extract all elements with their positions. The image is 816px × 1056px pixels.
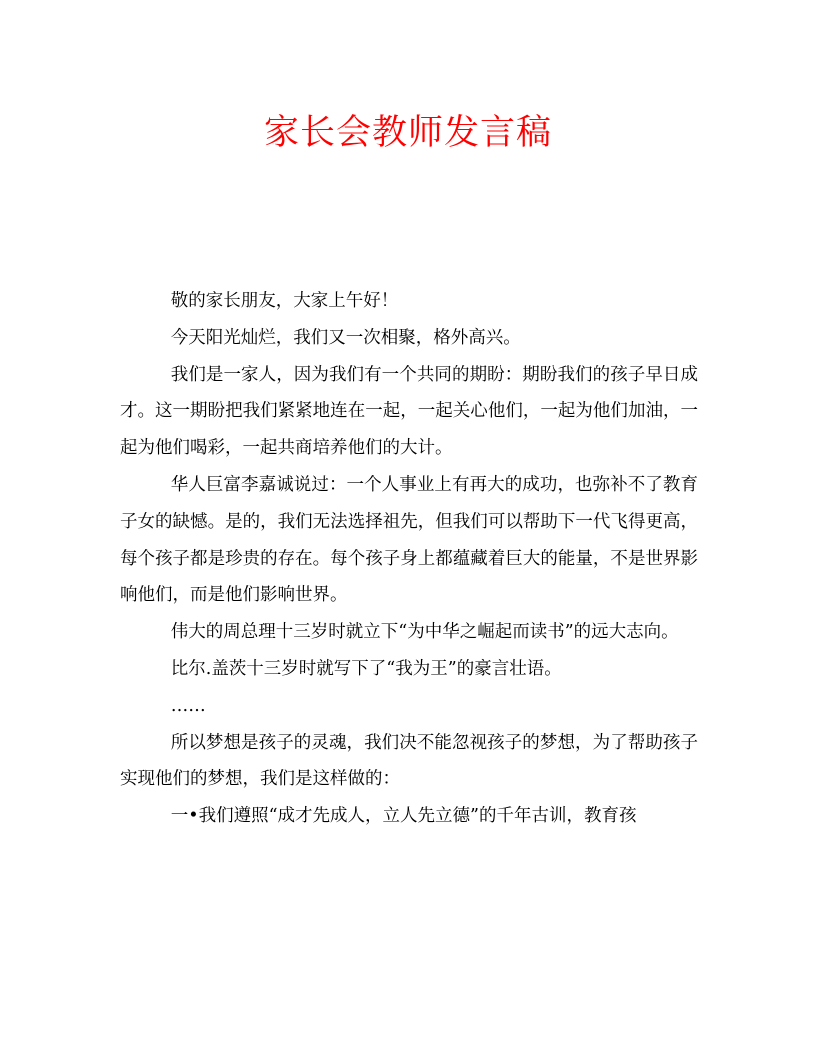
document-title: 家长会教师发言稿 (263, 113, 552, 153)
paragraph-dreams: 所以梦想是孩子的灵魂，我们决不能忽视孩子的梦想，为了帮助孩子实现他们的梦想，我们是这样做的： (120, 732, 698, 790)
paragraph-zhou-enlai: 伟大的周总理十三岁时就立下“为中华之崛起而读书”的远大志向。 (170, 622, 679, 643)
paragraph-ellipsis: …… (170, 695, 206, 716)
paragraph-point-one: 一•我们遵照“成才先成人，立人先立德”的千年古训，教育孩 (170, 806, 637, 827)
paragraph-weather: 今天阳光灿烂，我们又一次相聚，格外高兴。 (170, 327, 521, 348)
paragraph-family: 我们是一家人，因为我们有一个共同的期盼：期盼我们的孩子早日成才。这一期盼把我们紧紧地连在一起，一起关心他们，一起为他们加油，一起为他们喝彩，一起共商培养他们的大计。 (120, 364, 698, 459)
paragraph-greeting: 敬的家长朋友，大家上午好！ (170, 291, 399, 311)
paragraph-li-kashing: 华人巨富李嘉诚说过：一个人事业上有再大的成功，也弥补不了教育子女的缺憾。是的，我们无法选择祖先，但我们可以帮助下一代飞得更高，每个孩子都是珍贵的存在。每个孩子身上都蕴藏着巨大的能量，不是世界影响他们，而是他们影响世界。 (120, 474, 698, 606)
paragraph-bill-gates: 比尔.盖茨十三岁时就写下了“我为王”的豪言壮语。 (170, 658, 562, 679)
document-body (120, 283, 698, 835)
